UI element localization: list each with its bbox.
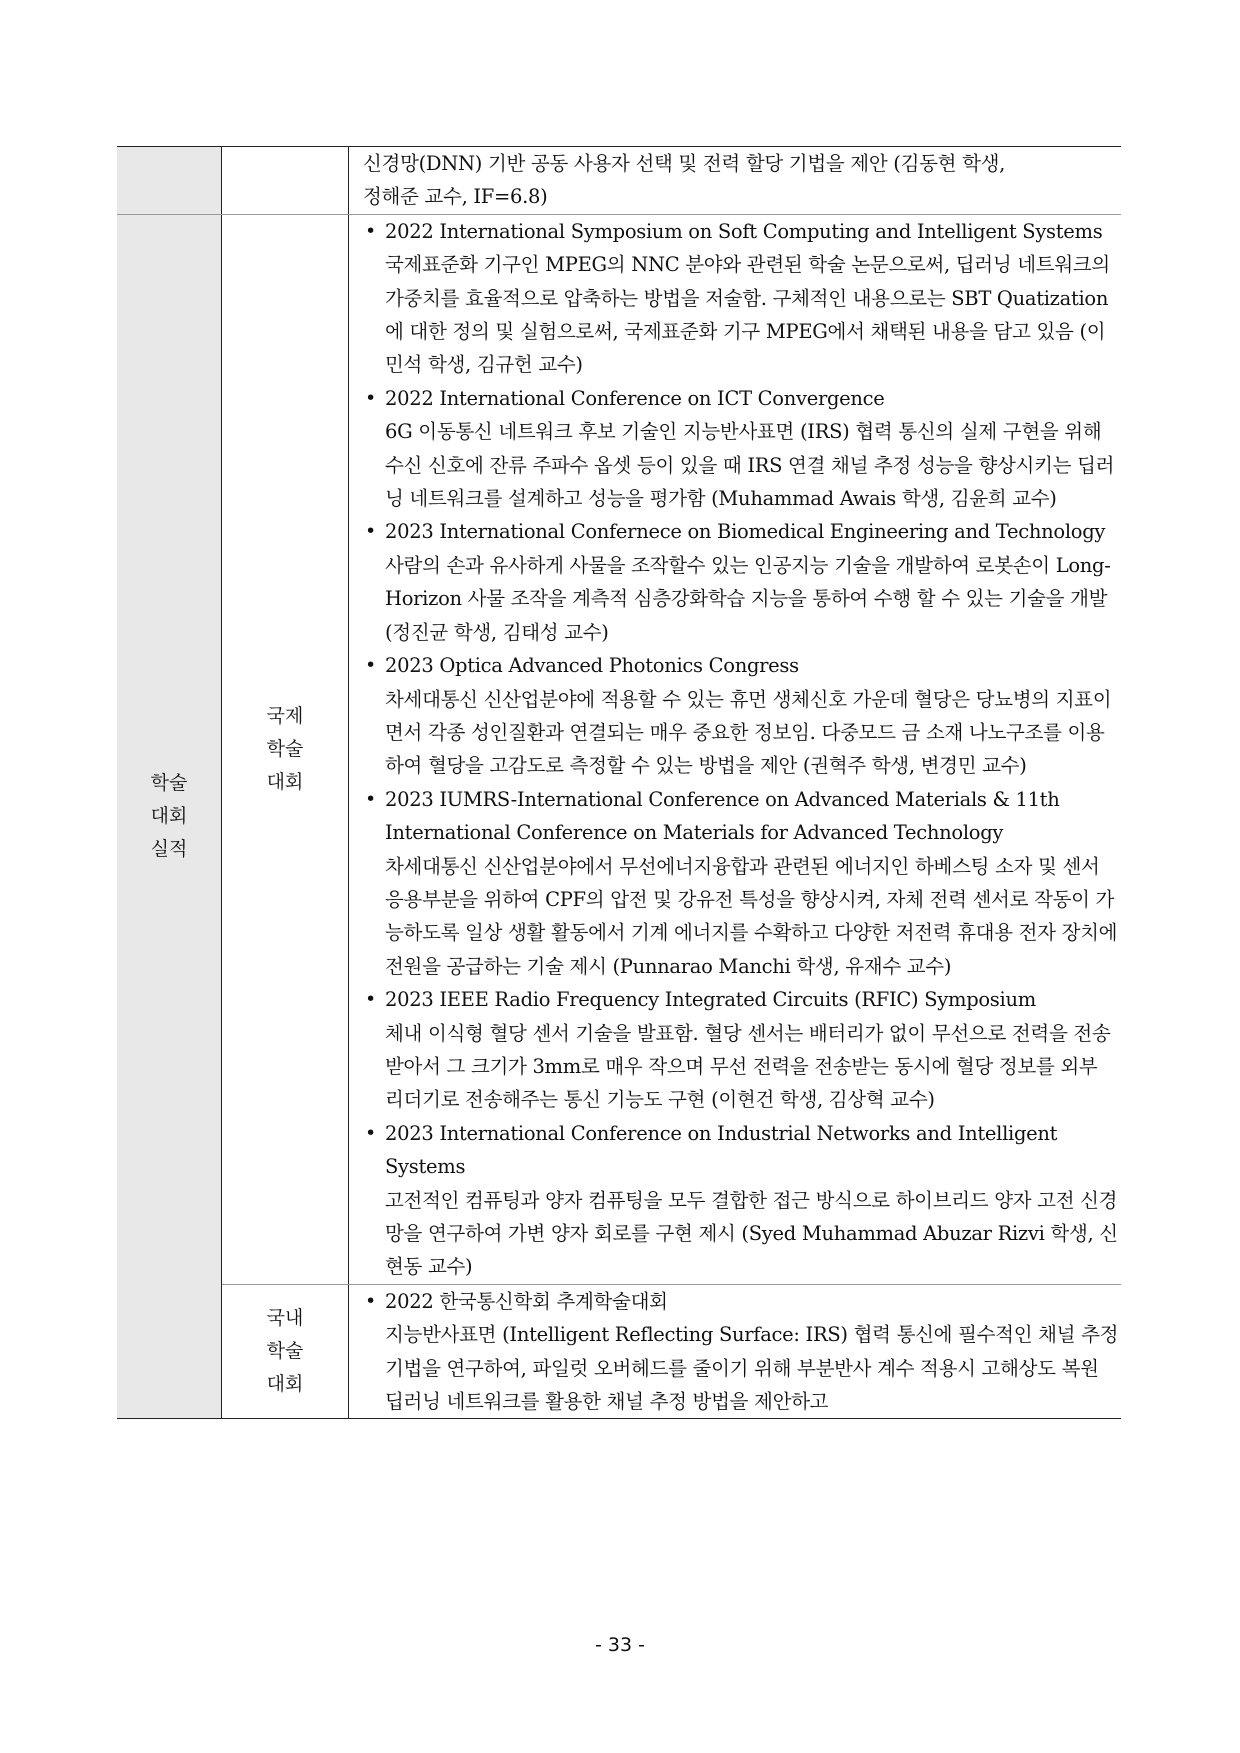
category-label: [151, 767, 188, 866]
table-row-international: [117, 214, 1121, 1284]
international-entries-cell: [349, 214, 1122, 1284]
subcategory-label-line: 대회: [266, 770, 304, 793]
conference-description: 사람의 손과 유사하게 사물을 조작할수 있는 인공지능 기술을 개발하여 로봇손이 Long-Horizon 사물 조작을 계측적 심층강화학습 지능을 통하여 수행 할 수 있는 기술을 개발 (정진균 학생, 김태성 교수): [385, 553, 1111, 644]
category-label-line: 실적: [150, 838, 188, 861]
subcategory-cell-domestic: [222, 1284, 349, 1419]
conference-description: 6G 이동통신 네트워크 후보 기술인 지능반사표면 (IRS) 협력 통신의 실제 구현을 위해 수신 신호에 잔류 주파수 옵셋 등이 있을 때 IRS 연결 채널 추정 성능을 향상시키는 딥러닝 네트워크를 설계하고 성능을 평가함 (Muhammad Awais 학생, 김윤희 교수): [385, 420, 1115, 511]
subcategory-label-line: 학술: [266, 1340, 304, 1363]
subcategory-label-line: 학술: [266, 737, 304, 760]
subcategory-label-international: [267, 700, 304, 799]
subcategory-label-line: 국내: [266, 1307, 304, 1330]
conference-description: 지능반사표면 (Intelligent Reflecting Surface: IRS) 협력 통신에 필수적인 채널 추정 기법을 연구하여, 파일럿 오버헤드를 줄이기 위해 부분반사 계수 적용시 고해상도 복원 딥러닝 네트워크를 활용한 채널 추정 방법을 제안하고: [385, 1323, 1119, 1414]
category-label-line: 대회: [150, 805, 188, 828]
list-item: [363, 649, 1121, 783]
continued-entry-text: [349, 147, 1121, 214]
bullet-icon: •: [365, 1289, 376, 1312]
list-item: [363, 1117, 1121, 1284]
subcategory-cell-empty: [222, 147, 349, 215]
conference-title: 2023 International Conference on Industrial Networks and Intelligent Systems: [385, 1121, 1058, 1179]
bullet-icon: •: [365, 520, 376, 543]
continued-line-1: 신경망(DNN) 기반 공동 사용자 선택 및 전력 할당 기법을 제안 (김동현 학생,: [363, 152, 1006, 175]
category-label-line: 학술: [150, 772, 188, 795]
conference-description: 국제표준화 기구인 MPEG의 NNC 분야와 관련된 학술 논문으로써, 딥러닝 네트워크의 가중치를 효율적으로 압축하는 방법을 저술함. 구체적인 내용으로는 SBT Quatization에 대한 정의 및 실험으로써, 국제표준화 기구 MPEG에서 채택된 내용을 담고 있음 (이민석 학생, 김규헌 교수): [385, 253, 1110, 377]
bullet-icon: •: [365, 219, 376, 242]
list-item: [363, 783, 1121, 983]
subcategory-label-line: 국제: [266, 704, 304, 727]
category-cell-empty: [117, 147, 222, 215]
table-row-domestic: [117, 1284, 1121, 1419]
bullet-icon: •: [365, 1121, 376, 1144]
domestic-entries-cell: [349, 1284, 1122, 1419]
conference-title: 2023 IEEE Radio Frequency Integrated Circuits (RFIC) Symposium: [385, 988, 1036, 1012]
list-item: [363, 515, 1121, 649]
table-row-continued: [117, 147, 1121, 215]
bullet-icon: •: [365, 654, 376, 677]
continued-entry-cell: [349, 147, 1122, 215]
conference-title: 2023 Optica Advanced Photonics Congress: [385, 654, 799, 678]
category-cell: [117, 214, 222, 1419]
subcategory-label-line: 대회: [266, 1373, 304, 1396]
bullet-icon: •: [365, 386, 376, 409]
list-item: [363, 1285, 1121, 1419]
achievements-table: [117, 146, 1121, 1419]
domestic-entry-list: [363, 1285, 1121, 1419]
bullet-icon: •: [365, 988, 376, 1011]
subcategory-cell-international: [222, 214, 349, 1284]
conference-description: 체내 이식형 혈당 센서 기술을 발표함. 혈당 센서는 배터리가 없이 무선으로 전력을 전송받아서 그 크기가 3mm로 매우 작으며 무선 전력을 전송받는 동시에 혈당 정보를 외부 리더기로 전송해주는 통신 기능도 구현 (이현건 학생, 김상혁 교수): [385, 1021, 1111, 1112]
subcategory-label-domestic: [267, 1302, 304, 1401]
conference-description: 차세대통신 신산업분야에서 무선에너지융합과 관련된 에너지인 하베스팅 소자 및 센서 응용부분을 위하여 CPF의 압전 및 강유전 특성을 향상시켜, 자체 전력 센서로 작동이 가능하도록 일상 생활 활동에서 기계 에너지를 수확하고 다양한 저전력 휴대용 전자 장치에 전원을 공급하는 기술 제시 (Punnarao Manchi 학생, 유재수 교수): [385, 854, 1118, 978]
conference-title: 2023 International Confernece on Biomedical Engineering and Technology: [385, 520, 1106, 544]
conference-title: 2022 International Conference on ICT Convergence: [385, 386, 885, 410]
list-item: [363, 215, 1121, 382]
conference-title: 2022 International Symposium on Soft Computing and Intelligent Systems: [385, 219, 1103, 243]
page-number: - 33 -: [595, 1634, 645, 1656]
conference-description: 차세대통신 신산업분야에 적용할 수 있는 휴먼 생체신호 가운데 혈당은 당뇨병의 지표이면서 각종 성인질환과 연결되는 매우 중요한 정보임. 다중모드 금 소재 나노구조를 이용하여 혈당을 고감도로 측정할 수 있는 방법을 제안 (권혁주 학생, 변경민 교수): [385, 687, 1112, 778]
continued-line-2: 정해준 교수, IF=6.8): [363, 185, 548, 209]
conference-description: 고전적인 컴퓨팅과 양자 컴퓨팅을 모두 결합한 접근 방식으로 하이브리드 양자 고전 신경망을 연구하여 가변 양자 회로를 구현 제시 (Syed Muhammad Abuzar Rizvi 학생, 신현동 교수): [385, 1188, 1118, 1279]
conference-title: 2023 IUMRS-International Conference on Advanced Materials & 11th International Conference on Materials for Advanced Technology: [385, 787, 1060, 845]
conference-title: 2022 한국통신학회 추계학술대회: [385, 1289, 668, 1313]
bullet-icon: •: [365, 787, 376, 810]
list-item: [363, 983, 1121, 1117]
list-item: [363, 382, 1121, 516]
international-entry-list: [363, 215, 1121, 1284]
